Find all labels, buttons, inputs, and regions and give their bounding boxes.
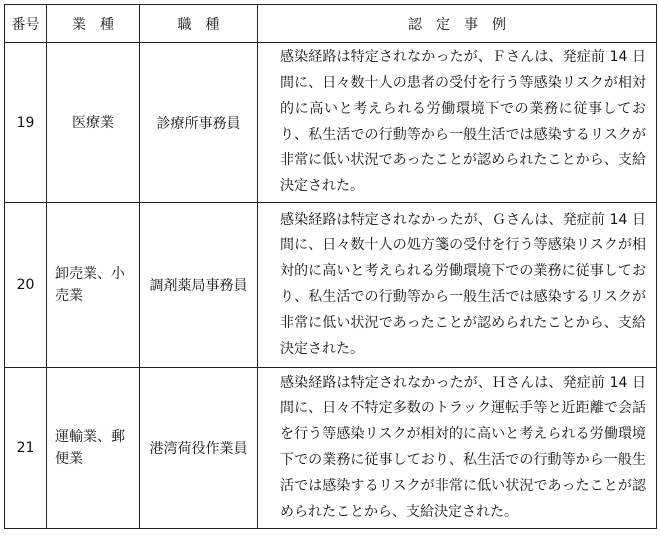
- case-occupation: 港湾荷役作業員: [140, 368, 258, 529]
- case-number: 20: [5, 203, 47, 368]
- case-industry: 運輸業、郵便業: [47, 368, 140, 529]
- case-number: 19: [5, 43, 47, 203]
- header-example: 認 定 事 例: [258, 5, 657, 43]
- table-row: [5, 368, 657, 529]
- case-example: [258, 43, 657, 203]
- case-example-text: 感染経路は特定されなかったが、Ｇさんは、発症前 14 日間に、日々数十人の処方箋の受付を行う等感染リスクが相対的に高いと考えられる労働環境下での業務に従事しており、私生活での行動等から一般生活では感染するリスクが非常に低い状況であったことが認められたことから、支給決定された。: [280, 211, 646, 357]
- header-industry: 業 種: [47, 5, 140, 43]
- case-example: [258, 368, 657, 529]
- case-example: [258, 203, 657, 368]
- case-number: 21: [5, 368, 47, 529]
- table-row: [5, 43, 657, 203]
- case-example-text: 感染経路は特定されなかったが、Ｈさんは、発症前 14 日間に、日々不特定多数のトラック運転手等と近距離で会話を行う等感染リスクが相対的に高いと考えられる労働環境下での業務に従事しており、私生活での行動等から一般生活では感染するリスクが非常に低い状況であったことが認められたことから、支給決定された。: [280, 374, 646, 520]
- case-occupation: 診療所事務員: [140, 43, 258, 203]
- case-occupation: 調剤薬局事務員: [140, 203, 258, 368]
- table-row: [5, 203, 657, 368]
- table-header-row: [5, 5, 657, 43]
- case-industry: 医療業: [47, 43, 140, 203]
- certification-cases-table: [4, 4, 657, 529]
- header-occupation: 職 種: [140, 5, 258, 43]
- case-example-text: 感染経路は特定されなかったが、Ｆさんは、発症前 14 日間に、日々数十人の患者の受付を行う等感染リスクが相対的に高いと考えられる労働環境下での業務に従事しており、私生活での行動等から一般生活では感染するリスクが非常に低い状況であったことが認められたことから、支給決定された。: [280, 49, 646, 195]
- case-industry: 卸売業、小売業: [47, 203, 140, 368]
- header-number: 番号: [5, 5, 47, 43]
